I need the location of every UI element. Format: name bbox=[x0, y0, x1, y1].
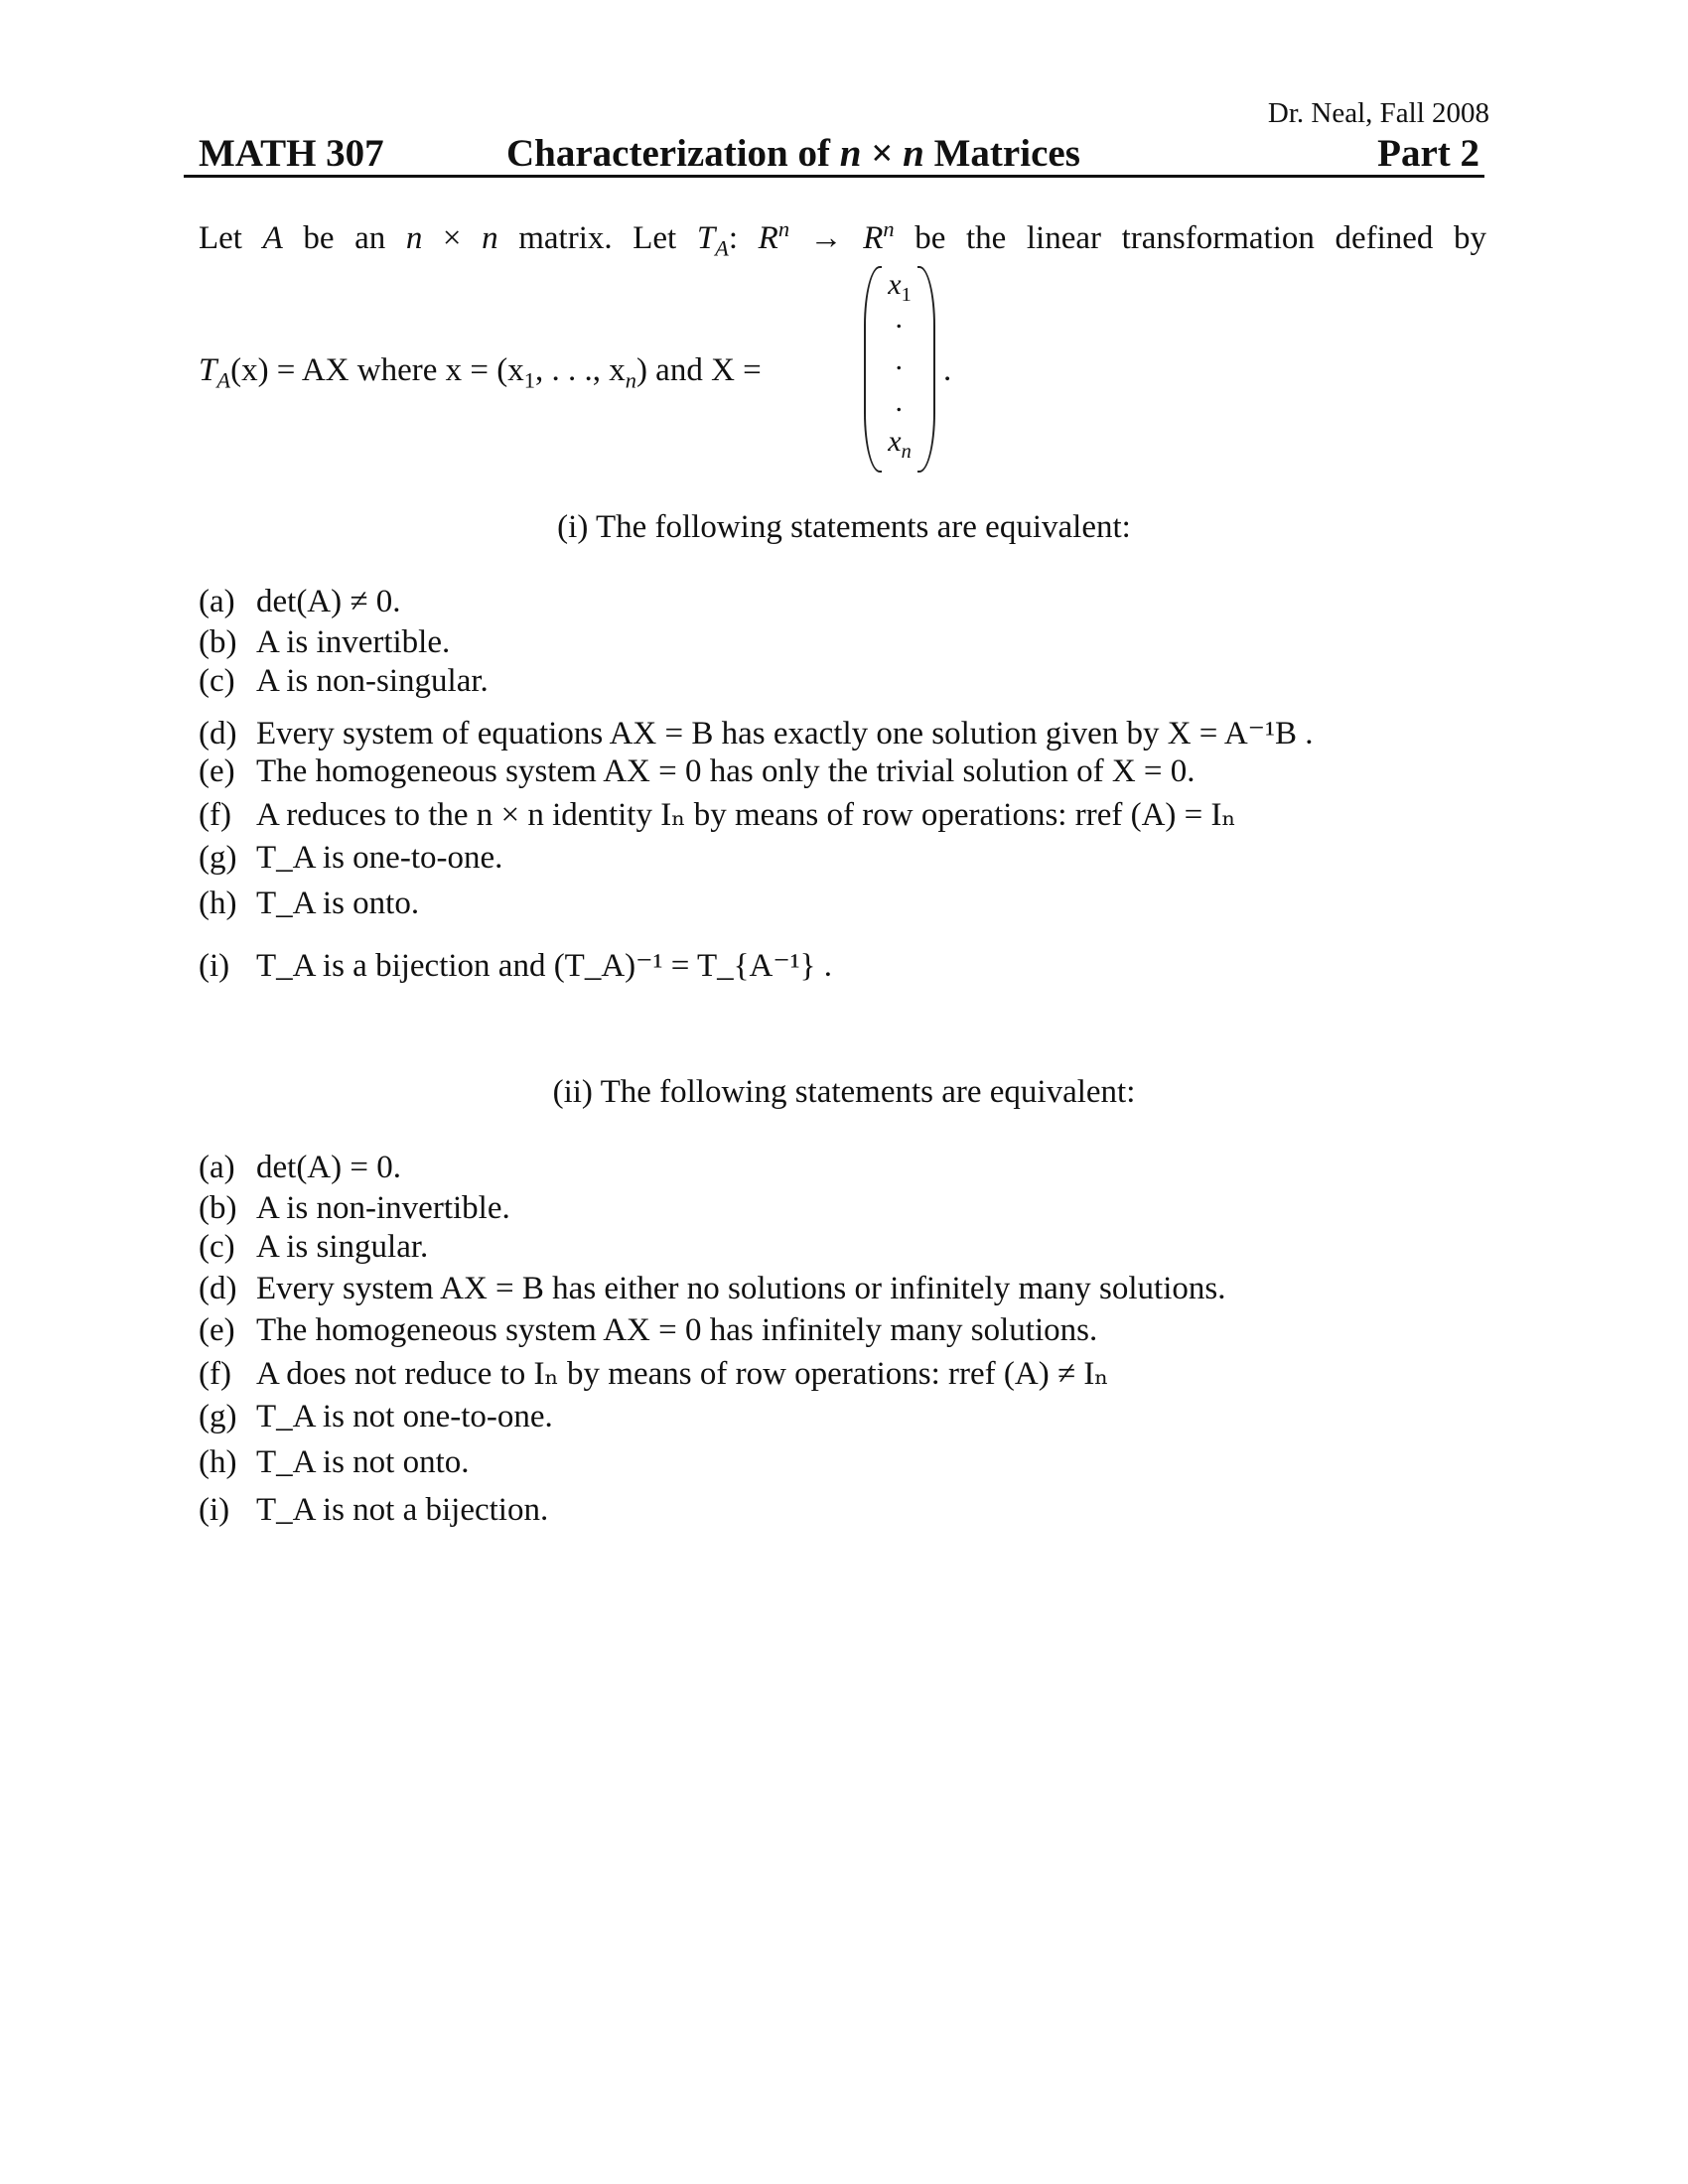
list-item: (d) Every system AX = B has either no solutions or infinitely many solutions. bbox=[199, 1271, 1226, 1306]
list-item: (g) T_A is not one-to-one. bbox=[199, 1399, 553, 1434]
list-item: (i) T_A is not a bijection. bbox=[199, 1492, 549, 1528]
list-item: (b) A is non-invertible. bbox=[199, 1190, 510, 1226]
section-heading-invertible: (i) The following statements are equivalent: bbox=[557, 509, 1131, 545]
matrix-dot: . bbox=[896, 385, 904, 418]
matrix-dot: . bbox=[896, 302, 904, 335]
matrix-entry-bottom: $x_n$ bbox=[888, 425, 912, 463]
list-item: (f) A reduces to the n × n identity Iₙ by means of row operations: rref (A) = Iₙ bbox=[199, 797, 1236, 833]
part-label: Part 2 bbox=[1377, 132, 1479, 175]
list-item: (f) A does not reduce to Iₙ by means of row operations: rref (A) ≠ Iₙ bbox=[199, 1356, 1109, 1392]
section-heading-singular: (ii) The following statements are equivalent: bbox=[552, 1074, 1136, 1110]
list-item: (d) Every system of equations AX = B has exactly one solution given by X = A⁻¹B . bbox=[199, 716, 1314, 751]
list-item: (a) det(A) = 0. bbox=[199, 1150, 401, 1185]
intro-line-2: $T_A(x)$ = AX where $x = (x_1$, . . ., $x_n$) and X = bbox=[199, 352, 762, 393]
matrix-entry-top: $x_1$ bbox=[888, 268, 912, 306]
page-title: Characterization of n × n Matrices bbox=[506, 132, 1080, 175]
column-vector-x bbox=[864, 266, 935, 469]
list-item: (b) A is invertible. bbox=[199, 624, 451, 660]
list-item: (h) T_A is onto. bbox=[199, 886, 420, 921]
list-item: (e) The homogeneous system AX = 0 has infinitely many solutions. bbox=[199, 1312, 1098, 1348]
author-line: Dr. Neal, Fall 2008 bbox=[1267, 97, 1489, 129]
list-item: (e) The homogeneous system AX = 0 has only the trivial solution of X = 0. bbox=[199, 753, 1196, 789]
list-item: (c) A is non-singular. bbox=[199, 663, 489, 699]
list-item: (a) det(A) ≠ 0. bbox=[199, 584, 401, 619]
list-item: (h) T_A is not onto. bbox=[199, 1444, 470, 1480]
list-item: (g) T_A is one-to-one. bbox=[199, 840, 503, 876]
list-item: (c) A is singular. bbox=[199, 1229, 429, 1265]
list-item: (i) T_A is a bijection and (T_A)⁻¹ = T_{A⁻¹} . bbox=[199, 948, 832, 984]
intro-line-1: Let A be an n × n matrix. Let $T_A$: $R^n \to R^n$ be the linear transformation defined by bbox=[199, 216, 1486, 261]
course-code: MATH 307 bbox=[199, 132, 384, 175]
intro-period: . bbox=[943, 352, 952, 388]
header-rule bbox=[184, 175, 1484, 178]
matrix-dot: . bbox=[896, 343, 904, 376]
